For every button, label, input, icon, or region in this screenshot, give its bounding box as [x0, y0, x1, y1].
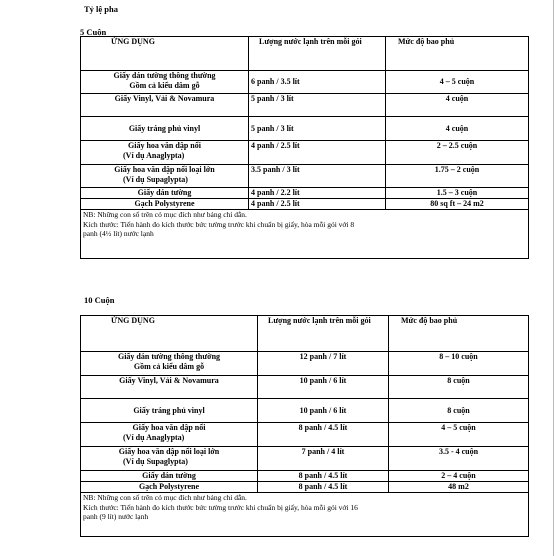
water-cell: 10 panh / 6 lít — [258, 376, 389, 399]
table-row — [81, 94, 529, 117]
coverage-cell: 4 – 5 cuộn — [386, 71, 529, 94]
application-line: Giấy tráng phủ vinyl — [128, 123, 201, 133]
application-line: Giấy Vinyl, Vải & Novamura — [119, 376, 219, 385]
header-water: Lượng nước lạnh trên mỗi gói — [258, 316, 389, 352]
header-coverage: Mức độ bao phủ — [389, 316, 529, 352]
table-row — [81, 165, 529, 188]
application-cell — [81, 165, 249, 188]
water-cell: 12 panh / 7 lít — [258, 352, 389, 376]
application-subline: (Ví dụ Anaglypta) — [123, 150, 185, 160]
note-line: Kích thước: Tiến hành đo kích thước bức tường trước khi chuẩn bị giấy, hòa mỗi gói với 8 — [83, 219, 355, 229]
table-row — [81, 376, 529, 399]
note-line: NB: Những con số trên có mục đích như bảng chỉ dẫn. — [83, 210, 247, 219]
table-note-row — [81, 493, 529, 537]
table-note — [81, 493, 529, 537]
application-cell — [81, 117, 249, 141]
note-line: panh (4½ lít) nước lạnh — [83, 229, 154, 238]
application-line: Giấy dán tường thông thường — [113, 71, 216, 80]
application-line: Giấy hoa văn dập nổi — [128, 141, 201, 150]
table-row — [81, 399, 529, 423]
coverage-cell: 48 m2 — [389, 482, 529, 493]
page-edge-line — [553, 0, 554, 556]
application-cell — [81, 71, 249, 94]
header-application: ỨNG DỤNG — [81, 316, 258, 352]
application-cell — [81, 399, 258, 423]
coverage-cell: 3.5 - 4 cuộn — [389, 447, 529, 471]
table-note-row — [81, 210, 529, 259]
table-row — [81, 352, 529, 376]
application-cell — [81, 199, 249, 210]
application-line: Giấy dán tường — [137, 188, 192, 197]
table-row — [81, 471, 529, 482]
application-line: Gạch Polystyrene — [134, 199, 195, 208]
mix-table-10-rolls — [80, 315, 529, 537]
header-application: ỨNG DỤNG — [81, 37, 249, 71]
application-cell — [81, 471, 258, 482]
water-cell: 6 panh / 3.5 lít — [249, 71, 386, 94]
coverage-cell: 1.75 – 2 cuộn — [386, 165, 529, 188]
coverage-cell: 1.5 – 3 cuộn — [386, 188, 529, 199]
water-cell: 5 panh / 3 lít — [249, 94, 386, 117]
section-heading-10-rolls: 10 Cuộn — [84, 295, 115, 305]
application-line: Giấy dán tường — [142, 471, 196, 480]
section-heading-5-rolls: 5 Cuộn — [80, 27, 107, 37]
table-row — [81, 482, 529, 493]
header-coverage: Mức độ bao phủ — [386, 37, 529, 71]
water-cell: 4 panh / 2.5 lít — [249, 199, 386, 210]
coverage-cell: 80 sq ft – 24 m2 — [386, 199, 529, 210]
water-cell: 4 panh / 2.2 lít — [249, 188, 386, 199]
coverage-cell: 8 – 10 cuộn — [389, 352, 529, 376]
water-cell: 10 panh / 6 lít — [258, 399, 389, 423]
water-cell: 8 panh / 4.5 lít — [258, 471, 389, 482]
table-header-row — [81, 316, 529, 352]
coverage-cell: 4 cuộn — [386, 94, 529, 117]
application-line: Giấy tráng phủ vinyl — [133, 405, 205, 415]
water-cell: 5 panh / 3 lít — [249, 117, 386, 141]
coverage-cell: 8 cuộn — [389, 376, 529, 399]
table-row — [81, 117, 529, 141]
application-cell — [81, 423, 258, 447]
note-line: NB: Những con số trên có mục đích như bảng chỉ dẫn. — [83, 493, 247, 502]
application-line: Giấy dán tường thông thường — [117, 352, 221, 361]
table-row — [81, 199, 529, 210]
note-line: Kích thước: Tiến hành đo kích thước bức tường trước khi chuẩn bị giấy, hòa mỗi gói với 16 — [83, 502, 358, 512]
table-header-row — [81, 37, 529, 71]
application-line: Giấy Vinyl, Vải & Novamura — [114, 94, 215, 103]
application-cell — [81, 447, 258, 471]
application-cell — [81, 141, 249, 165]
table-row — [81, 71, 529, 94]
application-subline: Gồm cả kiểu dâm gỗ — [129, 80, 200, 90]
coverage-cell: 4 – 5 cuộn — [389, 423, 529, 447]
note-line: panh (9 lít) nước lạnh — [83, 512, 149, 521]
coverage-cell: 8 cuộn — [389, 399, 529, 423]
table-note — [81, 210, 529, 259]
application-cell — [81, 94, 249, 117]
water-cell: 8 panh / 4.5 lít — [258, 423, 389, 447]
table-row — [81, 447, 529, 471]
application-subline: (Ví dụ Anaglypta) — [123, 432, 185, 442]
application-subline: (Ví dụ Supaglypta) — [123, 174, 188, 184]
application-subline: Gồm cả kiểu dâm gỗ — [133, 361, 205, 371]
coverage-cell: 2 – 4 cuộn — [389, 471, 529, 482]
table-row — [81, 423, 529, 447]
table-row — [81, 188, 529, 199]
application-cell — [81, 188, 249, 199]
application-line: Gạch Polystyrene — [138, 482, 200, 491]
header-water: Lượng nước lạnh trên mỗi gói — [249, 37, 386, 71]
water-cell: 4 panh / 2.5 lít — [249, 141, 386, 165]
coverage-cell: 2 – 2.5 cuộn — [386, 141, 529, 165]
coverage-cell: 4 cuộn — [386, 117, 529, 141]
application-line: Giấy hoa văn dập nổi loại lớn — [118, 447, 220, 456]
application-subline: (Ví dụ Supaglypta) — [123, 456, 188, 466]
water-cell: 3.5 panh / 3 lít — [249, 165, 386, 188]
application-cell — [81, 352, 258, 376]
water-cell: 7 panh / 4 lít — [258, 447, 389, 471]
table-row — [81, 141, 529, 165]
mix-table-5-rolls — [80, 36, 529, 259]
application-cell — [81, 482, 258, 493]
page-title: Tỷ lệ pha — [84, 4, 119, 14]
application-line: Giấy hoa văn dập nổi loại lớn — [114, 165, 215, 174]
application-line: Giấy hoa văn dập nổi — [132, 423, 206, 432]
application-cell — [81, 376, 258, 399]
water-cell: 8 panh / 4.5 lít — [258, 482, 389, 493]
